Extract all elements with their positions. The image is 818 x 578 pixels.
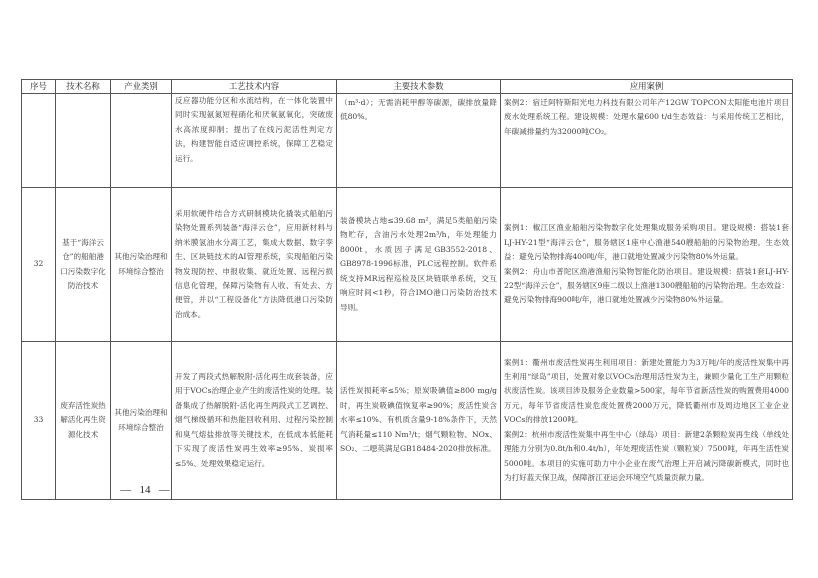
page-dash-right: — bbox=[158, 484, 170, 496]
table-row bbox=[22, 188, 793, 342]
header-process-content: 工艺技术内容 bbox=[172, 80, 337, 94]
header-industry-category: 产业类别 bbox=[111, 80, 172, 94]
row-category: 其他污染治理和环境综合整治 bbox=[111, 188, 172, 342]
row-category bbox=[111, 94, 172, 188]
process-text: 采用软硬件结合方式研制模块化撬装式船舶污染物处置系列装备“海洋云仓”，应用新材料与纳米膜氢油水分离工艺，集成大数据、数字孪生、区块链技术的AI管理系统，实现船舶污染物发现防控、申报收集、就近处置、远程污损信息化管理，保障污染物有人收、有处去、方便管，并以“工程设备化”方法降低港口污染防治成本。 bbox=[175, 208, 333, 319]
page-dash-left: — bbox=[120, 484, 132, 496]
header-index: 序号 bbox=[22, 80, 56, 94]
params-text: 活性炭损耗率≤5%；原炭吸碘值≥800 mg/g时，再生炭吸碘值恢复率≥90%；废活性炭含水率≤10%、有机质含量9-18%条件下，天然气消耗量≤110 Nm³/t；烟气颗粒物、NOx、SO₂、二噁英满足GB18484-2020排放标准。 bbox=[340, 386, 497, 454]
row-cases bbox=[501, 94, 793, 188]
page-number bbox=[115, 484, 175, 496]
row-params bbox=[337, 188, 501, 342]
case-text: 案例2：舟山市普陀区渔港渔船污染物智能化防治项目。建设规模：搭装1套LJ-HY-22型“海洋云仓”，服务辖区9座二级以上渔港1300艘船舶的污染物治理。生态效益：避免污染物排海900吨/年，港口就地处置减少污染物80%外运量。 bbox=[504, 266, 789, 305]
row-index bbox=[22, 94, 56, 188]
page-number-value: 14 bbox=[139, 484, 151, 496]
row-index: 33 bbox=[22, 342, 56, 500]
case-text: 案例1：衢州市废活性炭再生利用项目：新建处置能力为3万吨/年的废活性炭集中再生利用“绿岛”项目，处置对象以VOCs治理用活性炭为主，兼顾少量化工生产用颗粒状废活性炭。该项目涉及服务企业数量>500家，每年节省新活性炭的购置费用4000万元，每年节省废活性炭危废处置费2000万元，降低衢州市及周边地区工业企业VOCs的排放1200吨。 bbox=[504, 357, 789, 425]
technology-table bbox=[21, 79, 793, 500]
header-main-params: 主要技术参数 bbox=[337, 80, 501, 94]
row-params bbox=[337, 94, 501, 188]
table-row bbox=[22, 342, 793, 500]
table-header-row bbox=[22, 80, 793, 94]
process-text: 反应器功能分区和水流结构，在一体化装置中同时实现氨氮短程硝化和厌氧氨氧化，突破废水高浓度抑制；提出了在线污泥活性判定方法，构建智能自适应调控系统，保障工艺稳定运行。 bbox=[175, 96, 333, 163]
row-tech-name bbox=[56, 94, 111, 188]
table-row bbox=[22, 94, 793, 188]
case-text: 案例2：宿迁阿特斯阳光电力科技有限公司年产12GW TOPCON太阳能电池片项目废水处理系统工程。建设规模：处理水量600 t/d生态效益：与采用传统工艺相比，年碳减排量约为32000吨CO₂。 bbox=[504, 98, 789, 136]
params-text: （m³·d）；无需消耗甲醇等碳源，碳排放量降低80%。 bbox=[340, 98, 497, 122]
row-category: 其他污染治理和环境综合整治 bbox=[111, 342, 172, 500]
row-cases bbox=[501, 188, 793, 342]
process-text: 开发了两段式热解脱附-活化再生成套装备，应用于VOCs治理企业产生的废活性炭的处理。装备集成了热解脱附-活化再生两段式工艺调控、烟气梯级循环和热能回收利用、过程污染控制和臭气熔盐排放等关键技术，在低成本低能耗下实现了废活性炭再生效率≥95%、炭损率≤5%、处理效果稳定运行。 bbox=[175, 372, 333, 468]
row-tech-name: 废弃活性炭热解活化再生资源化技术 bbox=[56, 342, 111, 500]
row-index: 32 bbox=[22, 188, 56, 342]
row-process bbox=[172, 342, 337, 500]
row-cases bbox=[501, 342, 793, 500]
case-text: 案例1：椒江区渔业船舶污染物数字化处理集成服务采购项目。建设规模：搭装1套LJ-HY-21型“海洋云仓”，服务辖区1座中心渔港540艘船舶的污染物治理。生态效益：避免污染物排海400吨/年，港口就地处置减少污染物80%外运量。 bbox=[504, 223, 789, 262]
header-tech-name: 技术名称 bbox=[56, 80, 111, 94]
row-process bbox=[172, 188, 337, 342]
row-params bbox=[337, 342, 501, 500]
case-text: 案例2：杭州市废活性炭集中再生中心（绿岛）项目：新建2条颗粒炭再生线（单线处理能力分别为0.8t/h和0.4t/h），年处理废活性炭（颗粒炭）7500吨，年再生活性炭5000吨。本项目的实施可助力中小企业在废气治理上开启减污降碳新模式，同时也为打好蓝天保卫战，保障浙江亚运会环境空气质量贡献力量。 bbox=[504, 429, 789, 482]
header-application-cases: 应用案例 bbox=[501, 80, 793, 94]
row-process bbox=[172, 94, 337, 188]
params-text: 装备模块占地≤39.68 m²，满足5类船舶污染物贮存，含油污水处理2m³/h，年处理能力8000t，水质因子满足GB3552-2018、GB8978-1996标准，PLC远程控制。软件系统支持MR远程巡检及区块链联单系统，交互响应时间<1秒，符合IMO港口污染防治技术导则。 bbox=[340, 216, 497, 312]
row-tech-name: 基于“海洋云仓”的船舶港口污染数字化防治技术 bbox=[56, 188, 111, 342]
